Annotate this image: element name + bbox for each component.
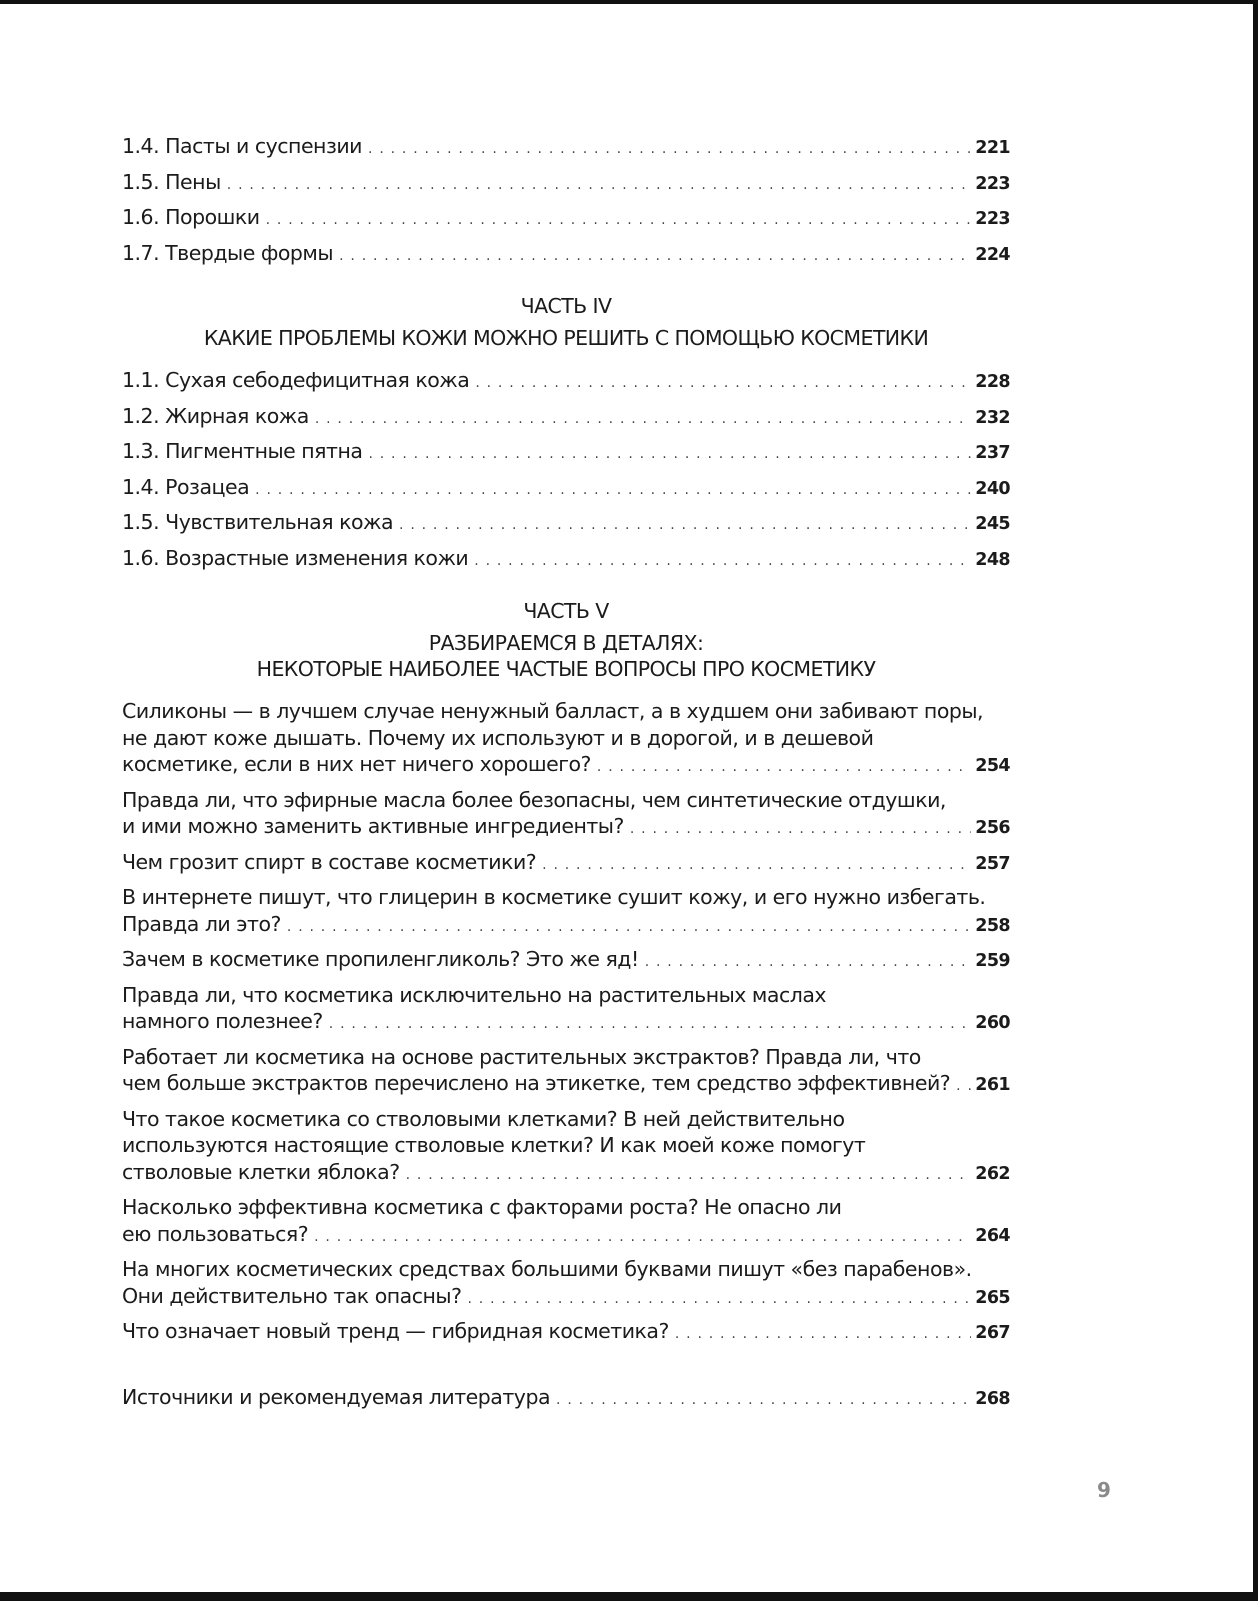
toc-entry-title: 1.4. Розацеа — [122, 474, 250, 499]
toc-page-number: 232 — [975, 407, 1010, 428]
toc-group-part-5 — [122, 698, 1010, 1348]
table-of-contents — [122, 133, 1010, 1413]
toc-page-number: 254 — [975, 756, 1010, 776]
toc-page-number: 257 — [975, 853, 1010, 874]
toc-entry-title: Что означает новый тренд — гибридная косметика? — [122, 1319, 669, 1343]
toc-entry[interactable] — [122, 1044, 1010, 1100]
leader-dots — [227, 172, 972, 199]
toc-entry[interactable] — [122, 545, 1010, 575]
toc-entry[interactable] — [122, 204, 1010, 234]
toc-entry[interactable] — [122, 1256, 1010, 1312]
leader-dots — [287, 914, 971, 941]
toc-entry-title: и ими можно заменить активные ингредиенты? — [122, 814, 624, 838]
leader-dots — [645, 949, 972, 976]
toc-entry-title: Чем грозит спирт в составе косметики? — [122, 849, 537, 874]
leader-dots — [368, 136, 971, 163]
toc-entry[interactable] — [122, 698, 1010, 781]
leader-dots — [475, 370, 971, 397]
toc-entry-line: Работает ли косметика на основе растительных экстрактов? Правда ли, что — [122, 1044, 921, 1069]
toc-page-number: 268 — [975, 1388, 1010, 1409]
toc-page-number: 223 — [975, 173, 1010, 194]
toc-entry-title: 1.3. Пигментные пятна — [122, 439, 363, 463]
leader-dots — [314, 1224, 971, 1251]
part-4-title: КАКИЕ ПРОБЛЕМЫ КОЖИ МОЖНО РЕШИТЬ С ПОМОЩЬЮ КОСМЕТИКИ — [203, 326, 929, 350]
toc-entry-line: используются настоящие стволовые клетки? И как моей коже помогут — [122, 1133, 866, 1157]
leader-dots — [556, 1387, 971, 1414]
toc-entry-title: чем больше экстрактов перечислено на этикетке, тем средство эффективней? — [122, 1071, 951, 1095]
leader-dots — [339, 243, 971, 270]
toc-entry-title: Зачем в косметике пропиленгликоль? Это же яд! — [122, 947, 639, 971]
toc-page-number: 264 — [975, 1225, 1010, 1246]
toc-page-number: 240 — [975, 478, 1010, 499]
right-border — [1253, 0, 1258, 1601]
toc-entry-title: ею пользоваться? — [122, 1221, 309, 1246]
toc-entry[interactable] — [122, 787, 1010, 843]
leader-dots — [956, 1073, 971, 1100]
leader-dots — [329, 1011, 971, 1038]
toc-page-number: 245 — [975, 514, 1010, 534]
toc-entry[interactable] — [122, 1318, 1010, 1348]
toc-group-continued — [122, 133, 1010, 269]
toc-page-number: 224 — [975, 244, 1010, 265]
toc-entry[interactable] — [122, 133, 1010, 163]
part-5-title-line-2: НЕКОТОРЫЕ НАИБОЛЕЕ ЧАСТЫЕ ВОПРОСЫ ПРО КОСМЕТИКУ — [256, 657, 876, 681]
toc-entry-title: 1.1. Сухая себодефицитная кожа — [122, 368, 470, 392]
toc-entry[interactable] — [122, 438, 1010, 468]
toc-entry[interactable] — [122, 169, 1010, 199]
toc-entry-title: Правда ли это? — [122, 911, 281, 936]
leader-dots — [630, 816, 971, 843]
part-5-title-line-1: РАЗБИРАЕМСЯ В ДЕТАЛЯХ: — [428, 631, 704, 655]
toc-page-number: 258 — [975, 915, 1010, 936]
toc-entry-line: не дают коже дышать. Почему их используют и в дорогой, и в дешевой — [122, 725, 874, 750]
toc-entry[interactable] — [122, 884, 1010, 940]
toc-entry[interactable] — [122, 474, 1010, 504]
toc-page-number: 267 — [975, 1323, 1010, 1343]
leader-dots — [399, 512, 971, 539]
toc-entry-title: стволовые клетки яблока? — [122, 1159, 400, 1184]
toc-entry[interactable] — [122, 1194, 1010, 1250]
toc-entry[interactable] — [122, 946, 1010, 976]
part-4-label: ЧАСТЬ IV — [520, 294, 612, 318]
toc-entry[interactable] — [122, 403, 1010, 433]
leader-dots — [266, 207, 972, 234]
top-border — [0, 0, 1258, 4]
part-5-label: ЧАСТЬ V — [523, 599, 609, 623]
page-number: 9 — [1097, 1478, 1111, 1502]
leader-dots — [597, 754, 971, 781]
toc-entry-line: Что такое косметика со стволовыми клетками? В ней действительно — [122, 1106, 845, 1131]
toc-page-number: 259 — [975, 951, 1010, 971]
toc-page-number: 262 — [975, 1163, 1010, 1184]
toc-entry-line: На многих косметических средствах большими буквами пишут «без парабенов». — [122, 1257, 972, 1281]
toc-entry[interactable] — [122, 240, 1010, 270]
toc-entry-line: В интернете пишут, что глицерин в косметике сушит кожу, и его нужно избегать. — [122, 885, 986, 909]
bottom-border — [0, 1592, 1258, 1601]
leader-dots — [542, 852, 971, 879]
leader-dots — [315, 406, 971, 433]
toc-entry-title: косметике, если в них нет ничего хорошего? — [122, 752, 591, 776]
toc-entry-title: 1.5. Пены — [122, 169, 221, 194]
toc-entry-title: 1.6. Возрастные изменения кожи — [122, 545, 469, 570]
toc-page-number: 265 — [975, 1287, 1010, 1308]
toc-entry-title: 1.7. Твердые формы — [122, 240, 334, 265]
toc-entry-title: 1.5. Чувствительная кожа — [122, 510, 394, 534]
toc-entry-line: Насколько эффективна косметика с факторами роста? Не опасно ли — [122, 1195, 842, 1219]
toc-page-number: 261 — [975, 1075, 1010, 1095]
toc-entry-sources[interactable] — [122, 1384, 1010, 1414]
toc-entry[interactable] — [122, 1106, 1010, 1189]
toc-page-number: 248 — [975, 549, 1010, 570]
toc-entry-title: Источники и рекомендуемая литература — [122, 1384, 551, 1409]
leader-dots — [474, 548, 971, 575]
toc-page-number: 237 — [975, 443, 1010, 463]
toc-page-number: 221 — [975, 138, 1010, 158]
toc-entry[interactable] — [122, 367, 1010, 397]
leader-dots — [406, 1162, 972, 1189]
toc-page-number: 260 — [975, 1013, 1010, 1033]
toc-page-number: 256 — [975, 818, 1010, 838]
leader-dots — [467, 1286, 971, 1313]
toc-entry-line: Силиконы — в лучшем случае ненужный балласт, а в худшем они забивают поры, — [122, 699, 984, 723]
toc-entry-line: Правда ли, что эфирные масла более безопасны, чем синтетические отдушки, — [122, 787, 946, 812]
toc-entry-title: намного полезнее? — [122, 1009, 323, 1033]
toc-entry[interactable] — [122, 982, 1010, 1038]
leader-dots — [675, 1321, 971, 1348]
toc-entry-title: 1.2. Жирная кожа — [122, 403, 309, 428]
toc-page-number: 228 — [975, 372, 1010, 392]
leader-dots — [255, 477, 971, 504]
toc-entry[interactable] — [122, 509, 1010, 539]
toc-entry-title: 1.6. Порошки — [122, 205, 260, 229]
toc-entry-line: Правда ли, что косметика исключительно на растительных маслах — [122, 982, 827, 1007]
toc-entry-title: 1.4. Пасты и суспензии — [122, 134, 363, 158]
leader-dots — [368, 441, 971, 468]
toc-page-number: 223 — [975, 209, 1010, 229]
toc-entry[interactable] — [122, 849, 1010, 879]
toc-entry-title: Они действительно так опасны? — [122, 1283, 462, 1308]
toc-group-part-4 — [122, 367, 1010, 574]
